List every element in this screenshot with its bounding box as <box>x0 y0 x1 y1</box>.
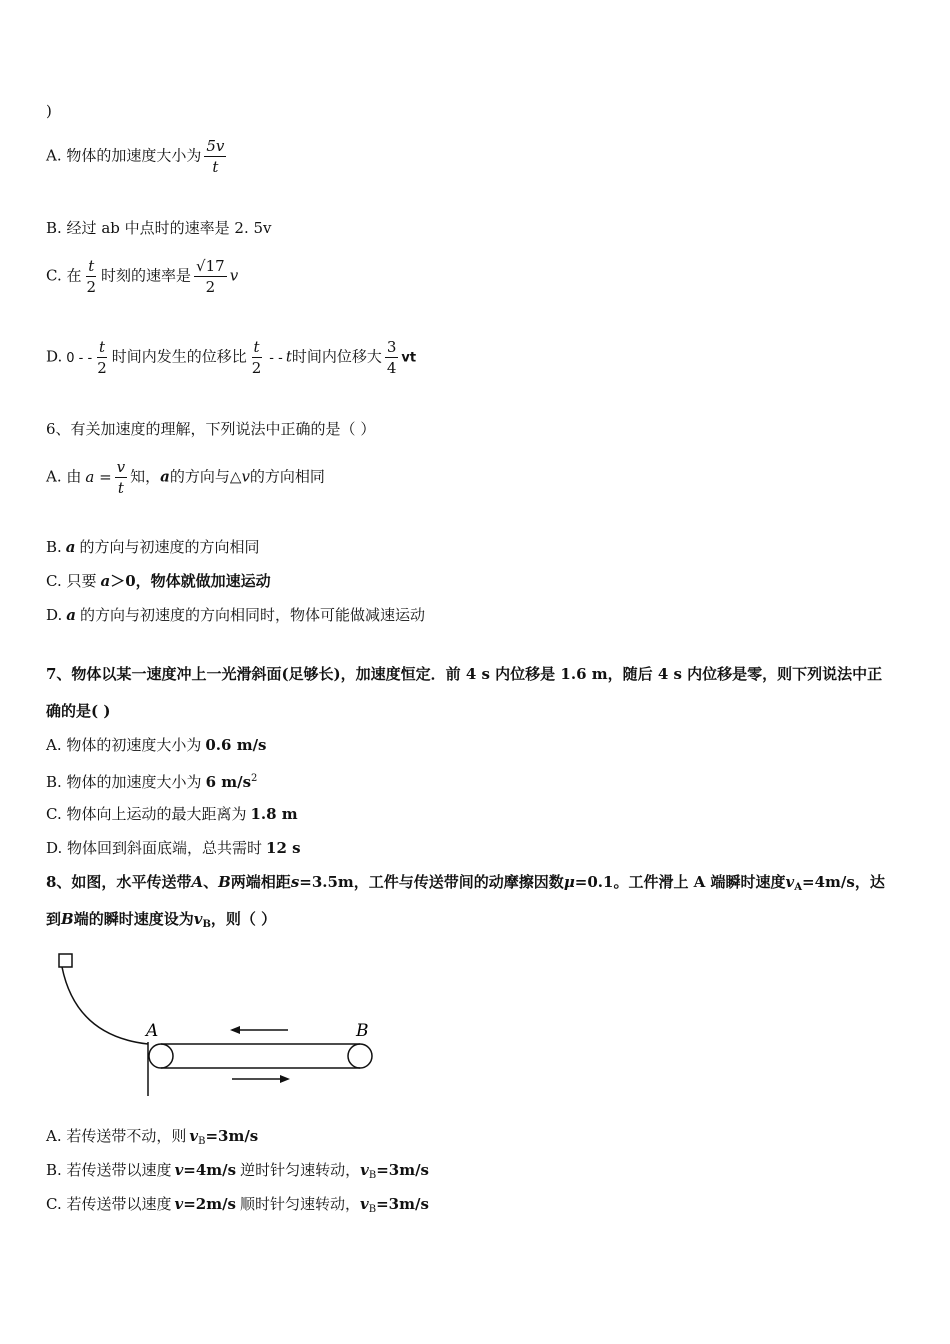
q8-a-v: v <box>189 1127 199 1145</box>
q5-option-a[interactable] <box>46 136 229 177</box>
q8-stem-text: =4m/s，达 <box>802 873 885 891</box>
q7-option-d[interactable] <box>46 838 301 858</box>
q6-c-text: ＞0，物体就做加速运动 <box>110 572 271 590</box>
q8-stem-line1 <box>46 872 885 898</box>
fraction-t-over-2 <box>84 256 98 297</box>
fraction-t-over-2 <box>95 337 109 378</box>
q8-stem-b: B <box>61 910 74 928</box>
q5-d-suffix: vt <box>401 350 417 366</box>
q7-d-value: 12 s <box>266 839 301 857</box>
q6-a-var: a <box>160 467 170 486</box>
q8-stem-text: 两端相距 <box>230 873 291 891</box>
q6-c-var: a <box>100 572 111 590</box>
q8-stem-text: ，则（ ） <box>210 910 277 928</box>
fraction-3-over-4 <box>385 337 399 378</box>
q8-c-vsub: B <box>368 1204 377 1215</box>
q6-c-prefix: C. 只要 <box>46 572 97 590</box>
q8-stem-sep: 、 <box>203 873 219 891</box>
arrow-left-head <box>230 1026 240 1034</box>
q6-d-prefix: D. <box>46 606 63 624</box>
q8-a-val: =3m/s <box>205 1127 259 1145</box>
frac-denominator: 2 <box>86 278 97 296</box>
q7-a-prefix: A. 物体的初速度大小为 <box>46 736 202 754</box>
frac-numerator: 5v <box>206 137 225 155</box>
q6-a-mid: 知， <box>130 467 161 486</box>
q6-option-c[interactable] <box>46 571 271 591</box>
q7-c-value: 1.8 m <box>250 805 298 823</box>
q7-a-value: 0.6 m/s <box>205 736 267 754</box>
q8-b-vsub: B <box>368 1170 377 1181</box>
q7-b-value: 6 m/s <box>205 773 252 791</box>
arrow-right-head <box>280 1075 290 1083</box>
frac-denominator: 2 <box>97 359 107 377</box>
frac-denominator: 2 <box>205 278 216 296</box>
q5-d-dash: - - <box>269 350 283 366</box>
q5-option-d[interactable] <box>46 337 416 378</box>
label-b: B <box>356 1021 369 1041</box>
q8-c-prefix: C. 若传送带以速度 <box>46 1195 172 1213</box>
frac-denominator: t <box>117 479 124 497</box>
q8-stem-vsub: A <box>794 882 803 893</box>
q6-a-var2: v <box>241 467 250 486</box>
conveyor-belt-diagram <box>46 948 386 1098</box>
fraction-t-over-2 <box>250 337 264 378</box>
frac-denominator: 4 <box>386 359 397 377</box>
q7-option-a[interactable] <box>46 735 267 755</box>
frac-numerator: 3 <box>386 338 397 356</box>
q8-stem-text: 8、如图，水平传送带 <box>46 873 192 891</box>
q8-option-a[interactable] <box>46 1126 258 1152</box>
q8-b-prefix: B. 若传送带以速度 <box>46 1161 172 1179</box>
q8-stem-vsub: B <box>202 919 211 930</box>
fraction-5v-over-t <box>204 136 226 177</box>
q8-c-v: v <box>174 1195 184 1213</box>
q7-option-b[interactable] <box>46 769 257 792</box>
q8-stem-s: s <box>290 873 300 891</box>
q7-c-prefix: C. 物体向上运动的最大距离为 <box>46 805 247 823</box>
q7-stem-line2: 确的是( ) <box>46 702 111 720</box>
frac-numerator: v <box>116 458 126 476</box>
q6-d-var: a <box>66 606 76 624</box>
q5-c-mid: 时刻的速率是 <box>101 266 192 285</box>
q8-option-c[interactable] <box>46 1194 429 1220</box>
frac-numerator: t <box>253 338 260 356</box>
q8-c-val2: =3m/s <box>376 1195 429 1213</box>
q8-stem-text: 端的瞬时速度设为 <box>73 910 194 928</box>
q6-b-var: a <box>65 538 76 556</box>
pulley-a <box>149 1044 173 1068</box>
q8-b-val2: =3m/s <box>376 1161 429 1179</box>
q5-c-prefix: C. 在 <box>46 266 82 285</box>
q6-d-text: 的方向与初速度的方向相同时，物体可能做减速运动 <box>80 606 426 624</box>
frac-denominator: 2 <box>251 359 262 377</box>
q6-option-b[interactable] <box>46 537 260 557</box>
frac-denominator: t <box>212 158 219 176</box>
q8-stem-v: v <box>193 910 203 928</box>
frac-numerator: √17 <box>196 257 225 275</box>
q5-a-prefix: A. 物体的加速度大小为 <box>46 146 202 165</box>
fraction-sqrt17-over-2 <box>194 256 227 297</box>
q8-b-val1: =4m/s <box>183 1161 237 1179</box>
fraction-v-over-t <box>115 457 127 498</box>
q7-b-prefix: B. 物体的加速度大小为 <box>46 773 202 791</box>
q7-b-sup: 2 <box>251 773 258 784</box>
frac-numerator: t <box>88 257 95 275</box>
curved-ramp <box>62 967 148 1044</box>
pulley-b <box>348 1044 372 1068</box>
q8-stem-text: 到 <box>46 910 62 928</box>
q7-option-c[interactable] <box>46 804 298 824</box>
q5-tail: ) <box>46 102 52 120</box>
q5-d-mid: 时间内发生的位移比 <box>111 347 247 366</box>
q5-option-b[interactable]: B. 经过 ab 中点时的速率是 2. 5v <box>46 219 272 237</box>
q6-b-text: 的方向与初速度的方向相同 <box>79 538 260 556</box>
q6-option-a[interactable] <box>46 457 325 498</box>
frac-numerator: t <box>98 338 105 356</box>
q8-a-vsub: B <box>198 1136 206 1147</box>
q8-stem-v: v <box>785 873 795 891</box>
q8-stem-b: B <box>218 873 231 891</box>
q6-stem: 6、有关加速度的理解，下列说法中正确的是（ ） <box>46 420 376 438</box>
workpiece-block <box>59 954 72 967</box>
q8-b-v: v <box>174 1161 184 1179</box>
q5-d-t: t <box>285 347 292 366</box>
q8-a-prefix: A. 若传送带不动，则 <box>46 1127 187 1145</box>
q6-a-suffix: 的方向相同 <box>249 467 325 486</box>
q8-stem-a: A <box>191 873 204 891</box>
q6-a-lhs: a = <box>85 467 112 486</box>
q8-stem-mu: μ <box>563 873 575 891</box>
q5-option-c[interactable] <box>46 256 238 297</box>
label-a: A <box>146 1021 159 1041</box>
q7-stem-line1: 7、物体以某一速度冲上一光滑斜面(足够长)，加速度恒定．前 4 s 内位移是 1.6 m，随后 4 s 内位移是零，则下列说法中正 <box>46 665 883 683</box>
q8-stem-text: =0.1。工件滑上 A 端瞬时速度 <box>574 873 786 891</box>
q6-b-prefix: B. <box>46 538 62 556</box>
q7-d-prefix: D. 物体回到斜面底端，总共需时 <box>46 839 263 857</box>
q6-a-mid2: 的方向与△ <box>169 467 242 486</box>
q8-stem-line2 <box>46 909 276 935</box>
q5-d-mid2: 时间内位移大 <box>291 347 382 366</box>
q5-d-zero: 0 - - <box>66 350 93 366</box>
q8-option-b[interactable] <box>46 1160 429 1186</box>
q8-stem-text: =3.5m，工件与传送带间的动摩擦因数 <box>299 873 564 891</box>
q6-a-prefix: A. 由 <box>46 467 82 486</box>
q8-b-v2: v <box>360 1161 369 1179</box>
q8-c-v2: v <box>360 1195 369 1213</box>
q6-option-d[interactable] <box>46 605 425 625</box>
q5-c-suffix: v <box>229 266 239 285</box>
q8-b-mid: 逆时针匀速转动， <box>240 1161 361 1179</box>
q8-c-mid: 顺时针匀速转动， <box>240 1195 361 1213</box>
q8-c-val1: =2m/s <box>183 1195 237 1213</box>
q5-d-prefix: D. <box>46 347 63 366</box>
